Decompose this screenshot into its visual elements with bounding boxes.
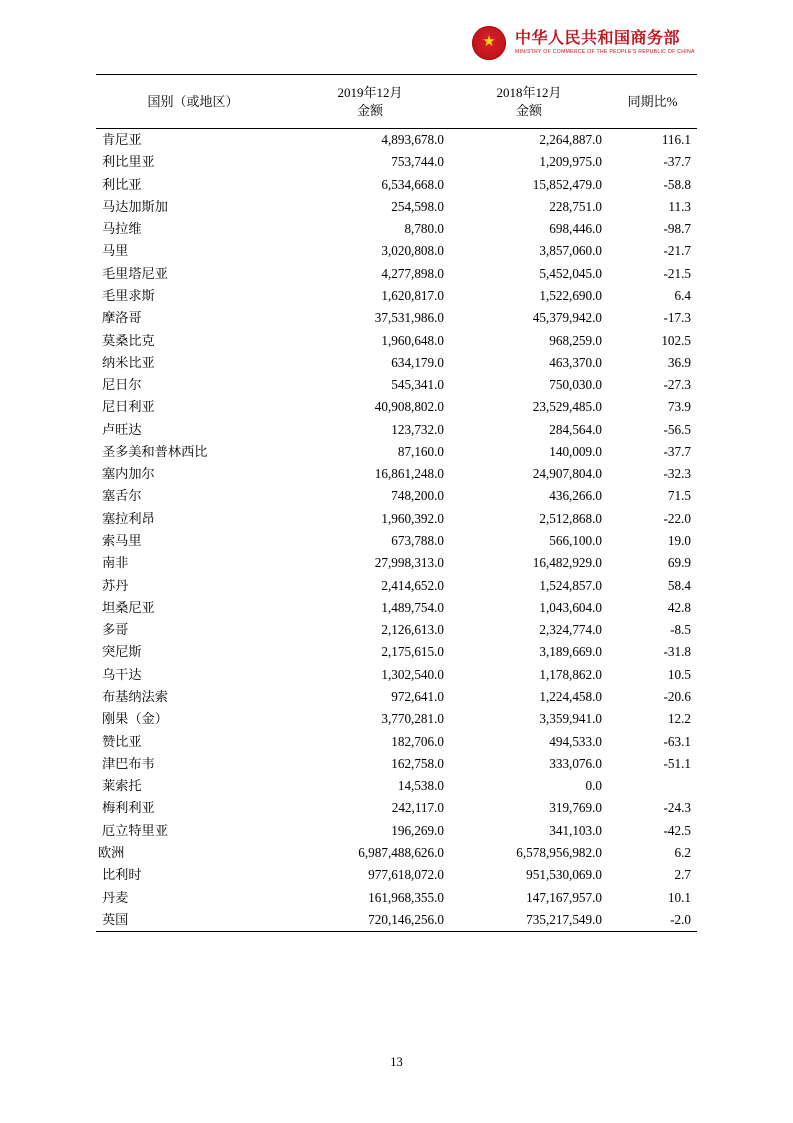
organization-name [515,30,695,55]
cell-yoy-percent: -21.5 [663,265,691,281]
column-header-amount-2018-line2: 金额 [515,102,542,118]
cell-yoy-percent: -98.7 [663,221,691,237]
cell-country: 索马里 [102,533,142,549]
cell-amount-2019: 545,341.0 [391,377,444,393]
cell-yoy-percent: -17.3 [663,310,691,326]
cell-country: 塞拉利昂 [102,510,155,526]
cell-amount-2018: 284,564.0 [549,421,602,437]
cell-amount-2018: 968,259.0 [549,332,602,348]
cell-amount-2018: 341,103.0 [549,822,602,838]
column-header-amount-2018 [450,75,608,129]
cell-amount-2018: 140,009.0 [549,443,602,459]
table-row [96,731,697,753]
cell-country: 苏丹 [102,577,129,593]
table-row [96,597,697,619]
cell-country: 塞舌尔 [102,488,142,504]
cell-country: 摩洛哥 [102,310,142,326]
cell-amount-2019: 673,788.0 [391,533,444,549]
statistics-table [96,74,697,932]
cell-country: 纳米比亚 [102,354,155,370]
cell-amount-2018: 333,076.0 [549,755,602,771]
cell-country: 塞内加尔 [102,466,155,482]
cell-amount-2018: 228,751.0 [549,198,602,214]
cell-amount-2018: 3,359,941.0 [539,711,602,727]
cell-yoy-percent: 10.5 [667,666,691,682]
cell-amount-2019: 27,998,313.0 [374,555,444,571]
cell-amount-2018: 24,907,804.0 [532,466,602,482]
table-row [96,196,697,218]
table-row [96,508,697,530]
cell-amount-2019: 1,620,817.0 [381,287,444,303]
cell-amount-2018: 23,529,485.0 [532,399,602,415]
cell-yoy-percent: 42.8 [667,599,691,615]
table-row [96,374,697,396]
cell-amount-2019: 748,200.0 [391,488,444,504]
cell-country: 南非 [102,555,129,571]
cell-country: 坦桑尼亚 [102,599,155,615]
cell-amount-2018: 3,857,060.0 [539,243,602,259]
table-header-row [96,75,697,129]
cell-amount-2018: 463,370.0 [549,354,602,370]
cell-yoy-percent: 6.2 [674,844,691,860]
cell-country: 多哥 [102,622,129,638]
cell-amount-2018: 2,264,887.0 [539,131,602,147]
cell-amount-2019: 972,641.0 [391,689,444,705]
cell-amount-2019: 40,908,802.0 [374,399,444,415]
cell-country: 梅利利亚 [102,800,155,816]
cell-amount-2019: 1,302,540.0 [381,666,444,682]
table-row [96,330,697,352]
table-row [96,463,697,485]
cell-amount-2019: 2,414,652.0 [381,577,444,593]
table-row [96,218,697,240]
cell-yoy-percent: -8.5 [670,622,691,638]
cell-amount-2018: 3,189,669.0 [539,644,602,660]
cell-yoy-percent: 102.5 [661,332,691,348]
cell-yoy-percent: 6.4 [674,287,691,303]
cell-country: 比利时 [102,867,142,883]
cell-country: 尼日利亚 [102,399,155,415]
cell-amount-2019: 1,960,392.0 [381,510,444,526]
table-row [96,575,697,597]
cell-amount-2018: 5,452,045.0 [539,265,602,281]
table-row [96,708,697,730]
cell-amount-2018: 319,769.0 [549,800,602,816]
cell-country: 利比亚 [102,176,142,192]
document-header [0,0,793,58]
cell-amount-2018: 1,224,458.0 [539,689,602,705]
table-row [96,775,697,797]
statistics-table-container [96,74,697,932]
cell-country: 突尼斯 [102,644,142,660]
cell-amount-2018: 147,167,957.0 [526,889,602,905]
cell-amount-2019: 3,020,808.0 [381,243,444,259]
cell-yoy-percent: -32.3 [663,466,691,482]
cell-country: 布基纳法索 [102,689,168,705]
cell-country: 毛里求斯 [102,287,155,303]
cell-amount-2018: 750,030.0 [549,377,602,393]
cell-country: 马拉维 [102,221,142,237]
table-row [96,419,697,441]
cell-amount-2018: 45,379,942.0 [532,310,602,326]
table-row [96,263,697,285]
cell-amount-2019: 634,179.0 [391,354,444,370]
cell-amount-2018: 1,209,975.0 [539,154,602,170]
cell-amount-2018: 436,266.0 [549,488,602,504]
cell-yoy-percent: 116.1 [661,131,691,147]
table-row [96,352,697,374]
table-row [96,753,697,775]
cell-yoy-percent: 11.3 [668,198,691,214]
cell-amount-2019: 6,534,668.0 [381,176,444,192]
column-header-country: 国别（或地区） [96,75,290,129]
cell-amount-2019: 4,277,898.0 [381,265,444,281]
cell-amount-2019: 182,706.0 [391,733,444,749]
cell-yoy-percent: -22.0 [663,510,691,526]
table-row [96,664,697,686]
cell-yoy-percent: -24.3 [663,800,691,816]
cell-amount-2019: 4,893,678.0 [381,131,444,147]
column-header-amount-2018-line1: 2018年12月 [496,85,562,100]
page-number: 13 [390,1055,403,1069]
cell-yoy-percent: -31.8 [663,644,691,660]
cell-amount-2019: 37,531,986.0 [374,310,444,326]
cell-yoy-percent: 10.1 [667,889,691,905]
table-row [96,441,697,463]
cell-amount-2018: 16,482,929.0 [532,555,602,571]
cell-country: 毛里塔尼亚 [102,265,168,281]
cell-amount-2018: 698,446.0 [549,221,602,237]
cell-yoy-percent: 73.9 [667,399,691,415]
table-row [96,486,697,508]
cell-amount-2018: 2,512,868.0 [539,510,602,526]
cell-yoy-percent: 2.7 [674,867,691,883]
cell-country: 欧洲 [98,844,125,860]
cell-country: 刚果（金） [102,711,168,727]
cell-country: 英国 [102,911,129,927]
cell-yoy-percent: 71.5 [667,488,691,504]
cell-yoy-percent [608,775,697,797]
cell-amount-2019: 1,489,754.0 [381,599,444,615]
table-row [96,686,697,708]
cell-yoy-percent: -37.7 [663,154,691,170]
cell-country: 乌干达 [102,666,142,682]
cell-country: 马里 [102,243,129,259]
table-row [96,129,697,152]
cell-yoy-percent: -56.5 [663,421,691,437]
column-header-amount-2019-line1: 2019年12月 [337,85,403,100]
cell-yoy-percent: -37.7 [663,443,691,459]
cell-yoy-percent: 69.9 [667,555,691,571]
cell-country: 莫桑比克 [102,332,155,348]
cell-yoy-percent: 12.2 [667,711,691,727]
cell-country: 利比里亚 [102,154,155,170]
table-row [96,396,697,418]
table-row [96,552,697,574]
cell-amount-2018: 1,178,862.0 [539,666,602,682]
table-row [96,530,697,552]
cell-amount-2018: 1,522,690.0 [539,287,602,303]
cell-country: 赞比亚 [102,733,142,749]
cell-amount-2019: 3,770,281.0 [381,711,444,727]
cell-amount-2019: 1,960,648.0 [381,332,444,348]
cell-amount-2019: 162,758.0 [391,755,444,771]
table-header [96,75,697,129]
cell-yoy-percent: -63.1 [663,733,691,749]
cell-amount-2018: 735,217,549.0 [526,911,602,927]
cell-country: 马达加斯加 [102,198,168,214]
cell-country: 莱索托 [102,778,142,794]
cell-amount-2019: 16,861,248.0 [374,466,444,482]
cell-country: 圣多美和普林西比 [102,443,208,459]
cell-yoy-percent: -20.6 [663,689,691,705]
cell-yoy-percent: -21.7 [663,243,691,259]
table-row [96,642,697,664]
cell-amount-2018: 2,324,774.0 [539,622,602,638]
cell-yoy-percent: -27.3 [663,377,691,393]
cell-amount-2019: 161,968,355.0 [368,889,444,905]
table-row [96,619,697,641]
cell-amount-2019: 2,175,615.0 [381,644,444,660]
organization-name-cn: 中华人民共和国商务部 [515,30,681,48]
cell-amount-2018: 566,100.0 [549,533,602,549]
cell-amount-2019: 720,146,256.0 [368,911,444,927]
table-row [96,285,697,307]
table-row [96,842,697,864]
cell-amount-2019: 14,538.0 [397,778,444,794]
cell-country: 肯尼亚 [102,131,142,147]
cell-amount-2019: 254,598.0 [391,198,444,214]
column-header-amount-2019 [290,75,450,129]
cell-country: 尼日尔 [102,377,142,393]
table-row [96,820,697,842]
cell-yoy-percent: -51.1 [663,755,691,771]
cell-yoy-percent: 36.9 [667,354,691,370]
table-row [96,864,697,886]
cell-country: 丹麦 [102,889,129,905]
cell-amount-2019: 123,732.0 [391,421,444,437]
cell-amount-2018: 15,852,479.0 [532,176,602,192]
table-row [96,798,697,820]
table-body [96,129,697,932]
column-header-yoy-percent: 同期比% [608,75,697,129]
table-row [96,151,697,173]
cell-amount-2019: 753,744.0 [391,154,444,170]
column-header-amount-2019-line2: 金额 [356,102,383,118]
cell-country: 卢旺达 [102,421,142,437]
table-row [96,909,697,932]
cell-amount-2019: 87,160.0 [397,443,444,459]
cell-yoy-percent: -2.0 [670,911,691,927]
cell-amount-2019: 196,269.0 [391,822,444,838]
cell-amount-2019: 977,618,072.0 [368,867,444,883]
cell-country: 厄立特里亚 [102,822,168,838]
cell-amount-2019: 2,126,613.0 [381,622,444,638]
cell-amount-2019: 242,117.0 [391,800,444,816]
table-row [96,307,697,329]
cell-yoy-percent: 19.0 [667,533,691,549]
national-emblem-icon [472,26,506,60]
cell-amount-2018: 1,524,857.0 [539,577,602,593]
cell-amount-2018: 494,533.0 [549,733,602,749]
cell-amount-2019: 8,780.0 [404,221,444,237]
cell-amount-2018: 0.0 [585,778,602,794]
organization-name-en: MINISTRY OF COMMERCE OF THE PEOPLE'S REPUBLIC OF CHINA [515,48,695,55]
cell-country: 津巴布韦 [102,755,155,771]
cell-yoy-percent: -42.5 [663,822,691,838]
cell-amount-2018: 1,043,604.0 [539,599,602,615]
cell-amount-2018: 951,530,069.0 [526,867,602,883]
table-row [96,241,697,263]
cell-amount-2019: 6,987,488,626.0 [358,844,444,860]
cell-yoy-percent: -58.8 [663,176,691,192]
table-row [96,887,697,909]
table-row [96,174,697,196]
cell-amount-2018: 6,578,956,982.0 [516,844,602,860]
cell-yoy-percent: 58.4 [667,577,691,593]
